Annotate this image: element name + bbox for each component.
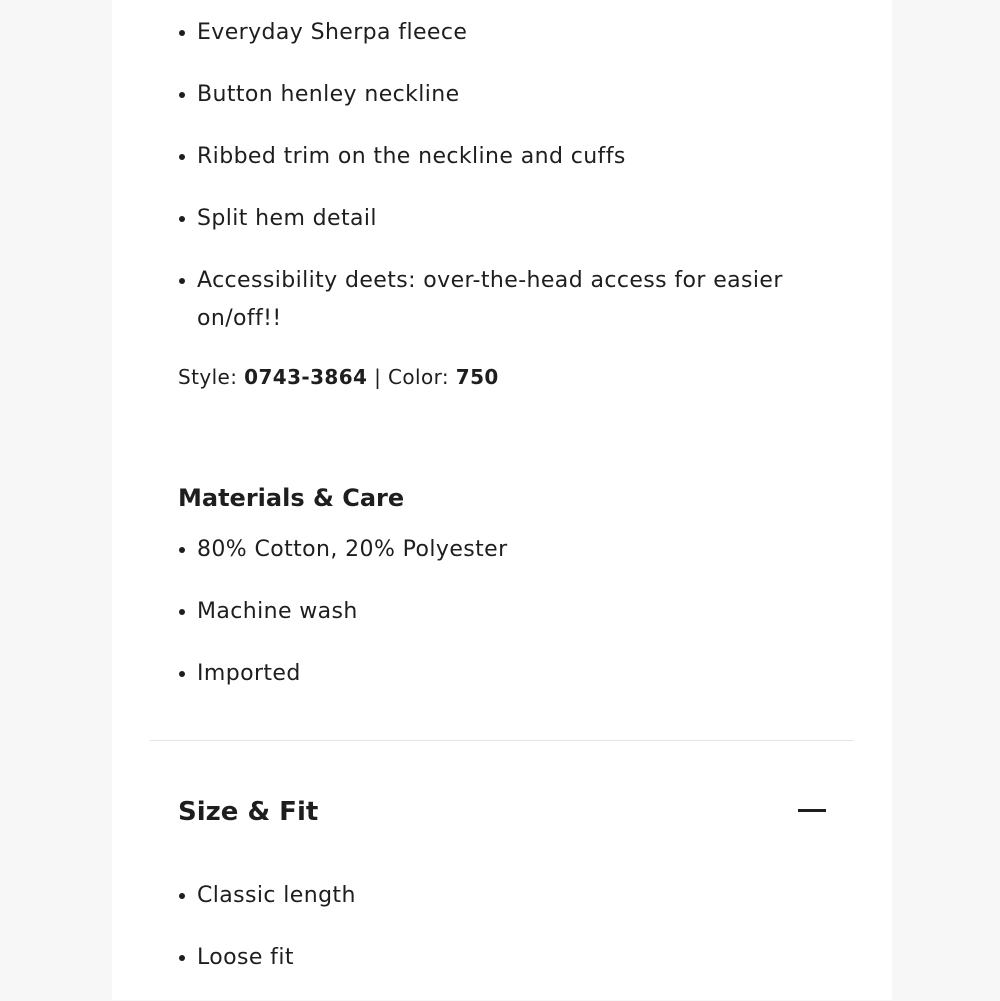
size-fit-accordion-toggle[interactable] [178,790,826,834]
list-item: Machine wash [178,593,508,631]
list-item: Loose fit [178,939,356,977]
size-fit-heading: Size & Fit [178,797,319,827]
style-label: Style: [178,365,245,389]
list-item: Ribbed trim on the neckline and cuffs [178,138,858,176]
style-color-line [178,360,499,394]
section-divider [150,740,854,741]
list-item: Imported [178,655,508,693]
materials-list [178,531,508,693]
materials-care-heading: Materials & Care [178,484,405,512]
style-value: 0743-3864 [244,365,368,389]
separator: | [367,365,389,389]
minus-icon[interactable] [798,809,826,812]
list-item: 80% Cotton, 20% Polyester [178,531,508,569]
color-value: 750 [455,365,499,389]
product-details-list [178,14,858,338]
list-item: Accessibility deets: over-the-head access for easier on/off!! [178,262,858,338]
list-item: Button henley neckline [178,76,858,114]
color-label: Color: [388,365,456,389]
list-item: Classic length [178,877,356,915]
list-item: Split hem detail [178,200,858,238]
list-item: Everyday Sherpa fleece [178,14,858,52]
product-details-panel [112,0,892,1000]
size-fit-list [178,877,356,1001]
